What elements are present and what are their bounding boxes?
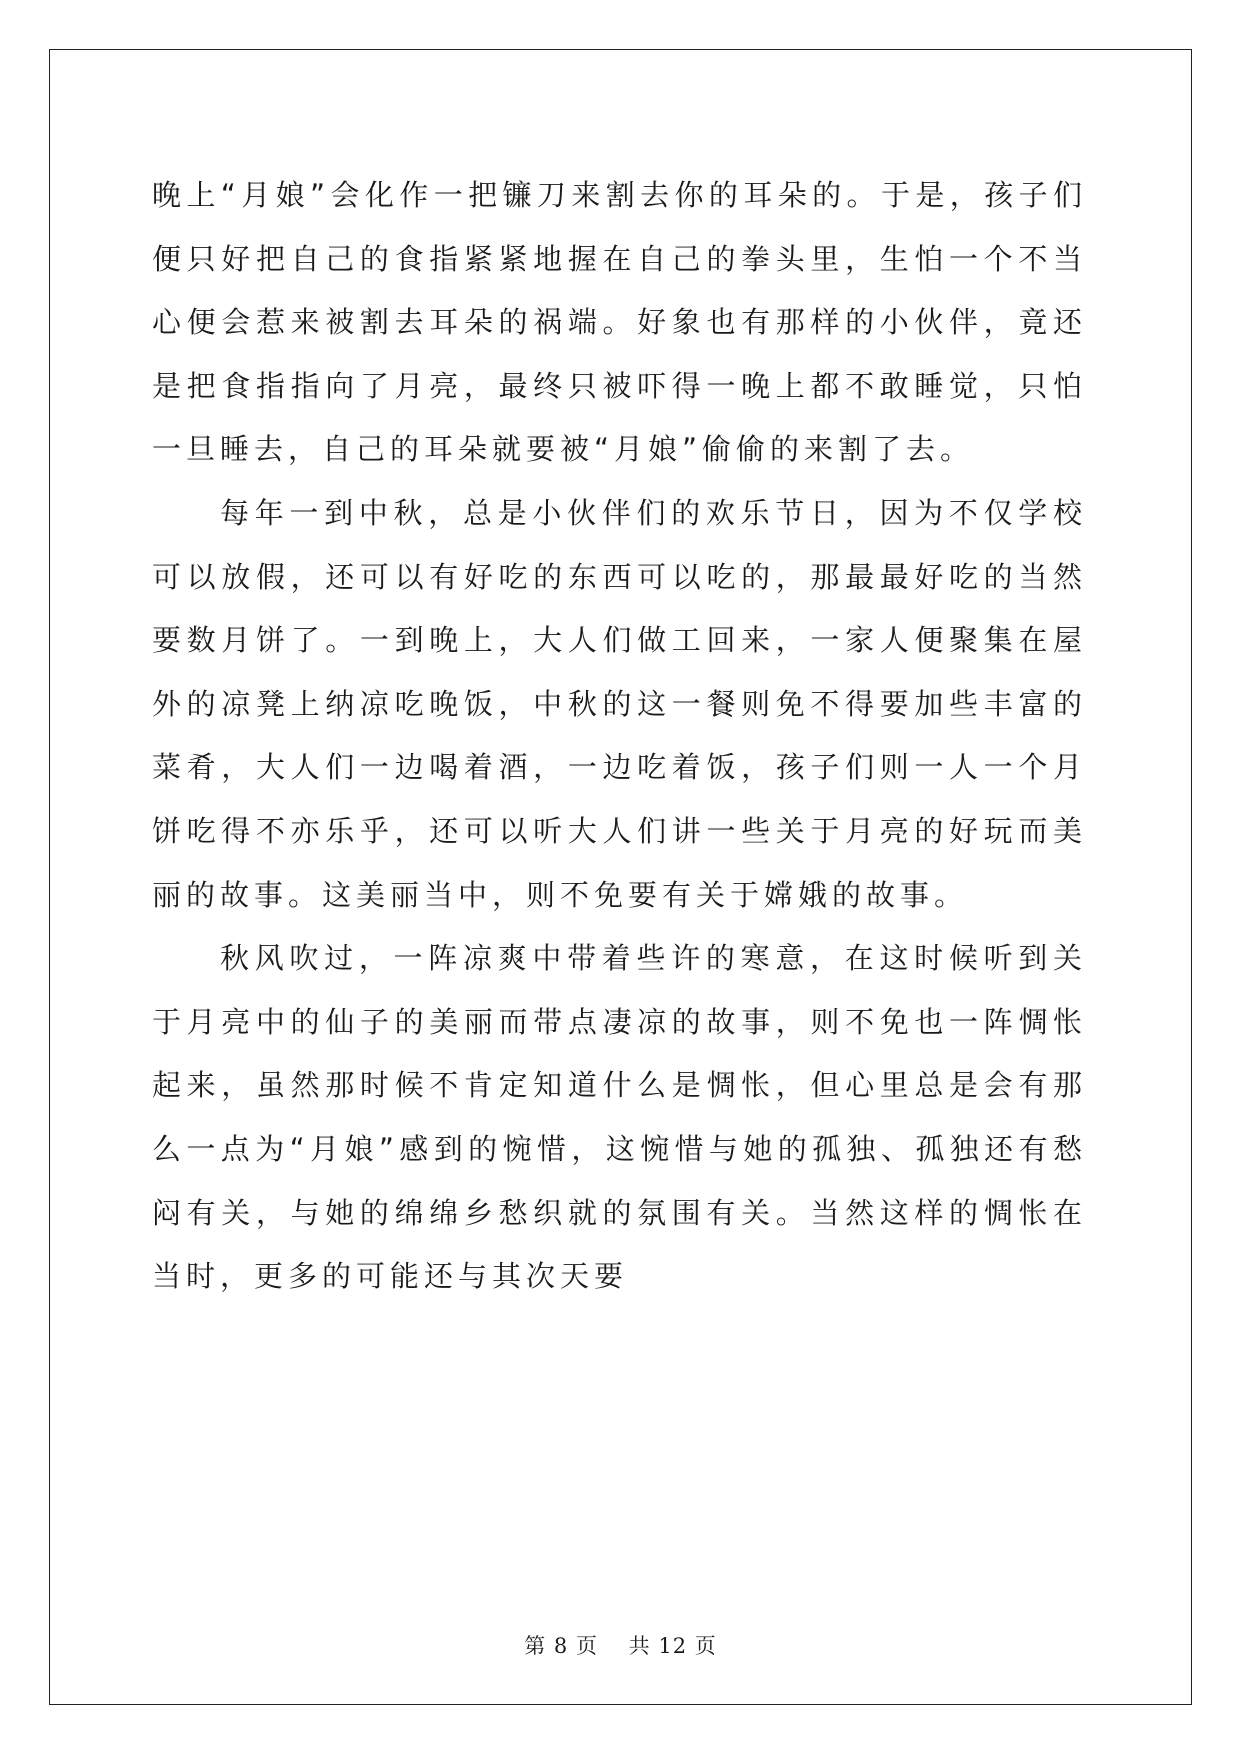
page-total: 共 12 页 (628, 1634, 717, 1658)
page-number: 第 8 页 (524, 1634, 598, 1658)
paragraph-3: 秋风吹过，一阵凉爽中带着些许的寒意，在这时候听到关于月亮中的仙子的美丽而带点凄凉的故事，则不免也一阵惆怅起来，虽然那时候不肯定知道什么是惆怅，但心里总是会有那么一点为“月娘”感到的惋惜，这惋惜与她的孤独、孤独还有愁闷有关，与她的绵绵乡愁织就的氛围有关。当然这样的惆怅在当时，更多的可能还与其次天要 (152, 941, 1087, 1294)
document-body (152, 164, 1087, 1309)
paragraph-2: 每年一到中秋，总是小伙伴们的欢乐节日，因为不仅学校可以放假，还可以有好吃的东西可以吃的，那最最好吃的当然要数月饼了。一到晚上，大人们做工回来，一家人便聚集在屋外的凉凳上纳凉吃晚饭，中秋的这一餐则免不得要加些丰富的菜肴，大人们一边喝着酒，一边吃着饭，孩子们则一人一个月饼吃得不亦乐乎，还可以听大人们讲一些关于月亮的好玩而美丽的故事。这美丽当中，则不免要有关于嫦娥的故事。 (152, 495, 1087, 912)
page-footer (0, 1630, 1241, 1660)
paragraph-1: 晚上“月娘”会化作一把镰刀来割去你的耳朵的。于是，孩子们便只好把自己的食指紧紧地握在自己的拳头里，生怕一个不当心便会惹来被割去耳朵的祸端。好象也有那样的小伙伴，竟还是把食指指向了月亮，最终只被吓得一晚上都不敢睡觉，只怕一旦睡去，自己的耳朵就要被“月娘”偷偷的来割了去。 (152, 178, 1087, 467)
